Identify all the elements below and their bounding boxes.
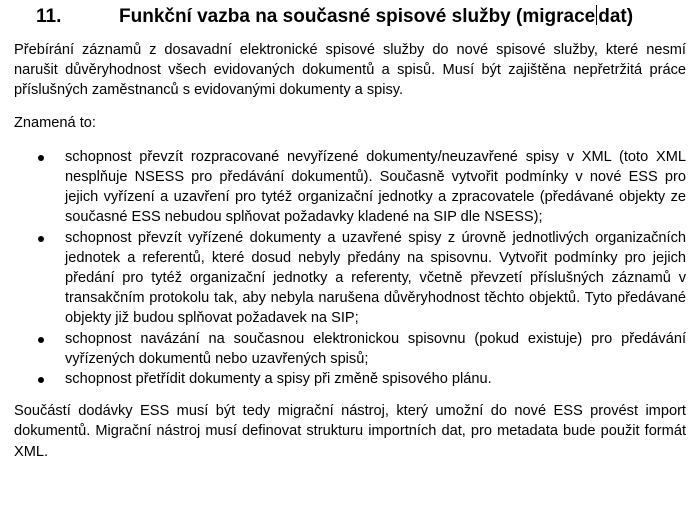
list-item-text: schopnost převzít rozpracované nevyřízené dokumenty/neuzavřené spisy v XML (toto XML nesplňuje NSESS pro předávání dokumentů). Současně vytvořit podmínky v nové ESS pro jejich vyřízení a uzavření pro tytéž organizační jednotky a zpracovatele (předávané objekty ze současné ESS nebudou splňovat požadavky kladené na SIP dle NSESS); <box>65 148 686 226</box>
bullet-icon <box>38 236 44 242</box>
bullet-icon <box>38 337 44 343</box>
section-title-part2: dat) <box>598 6 634 27</box>
list-item-text: schopnost převzít vyřízené dokumenty a uzavřené spisy z úrovně jednotlivých organizačních jednotek a referentů, které dosud nebyly předány na spisovnu. Vytvořit podmínky pro jejich předání pro tytéž organizační jednotky a referenty, včetně převzetí příslušných záznamů v transakčním protokolu tak, aby nebyla narušena důvěryhodnost těchto objektů. Tyto předávané objekty již budou splňovat požadavek na SIP; <box>65 229 686 327</box>
lead-paragraph: Znamená to: <box>14 114 96 131</box>
requirements-list <box>14 147 686 389</box>
section-number: 11. <box>36 6 62 27</box>
list-item <box>14 369 686 389</box>
bullet-icon <box>38 377 44 383</box>
section-title <box>119 0 633 34</box>
outro-paragraph: Součástí dodávky ESS musí být tedy migrační nástroj, který umožní do nové ESS provést import dokumentů. Migrační nástroj musí definovat strukturu importních dat, pro metadata bude použit formát XML. <box>14 403 686 460</box>
list-item-text: schopnost přetřídit dokumenty a spisy při změně spisového plánu. <box>65 371 492 388</box>
section-heading <box>14 0 686 36</box>
section-title-part1: Funkční vazba na současné spisové služby (migrace <box>119 6 596 27</box>
list-item <box>14 329 686 369</box>
list-item-text: schopnost navázání na současnou elektronickou spisovnu (pokud existuje) pro předávání vyřízených dokumentů nebo uzavřených spisů; <box>65 330 686 367</box>
list-item <box>14 147 686 228</box>
list-item <box>14 228 686 329</box>
intro-paragraph: Přebírání záznamů z dosavadní elektronické spisové služby do nové spisové služby, které nesmí narušit důvěryhodnost všech evidovaných dokumentů a spisů. Musí být zajištěna nepřetržitá práce příslušných zaměstnanců s evidovanými dokumenty a spisy. <box>14 42 686 99</box>
document-page <box>14 0 686 462</box>
bullet-icon <box>38 155 44 161</box>
